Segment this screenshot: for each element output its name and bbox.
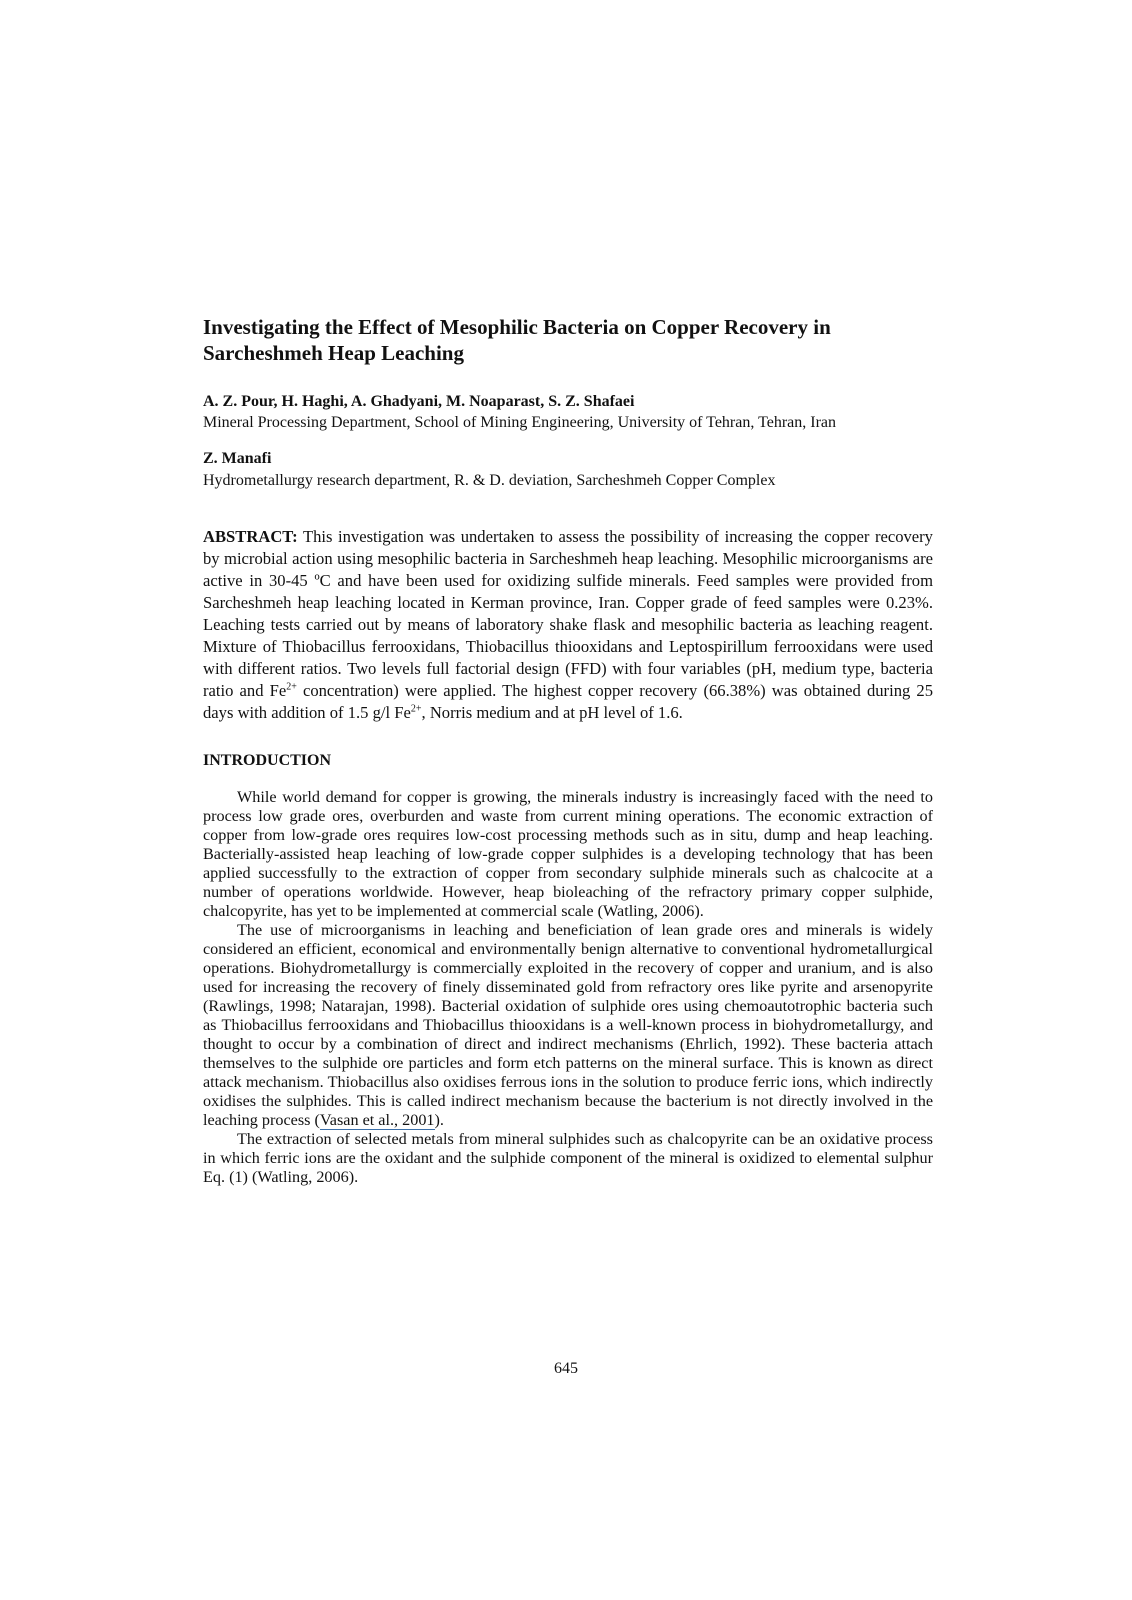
abstract-text-1: This investigation was undertaken to assess the possibility of increasing the copper recovery by microbial action using mesophilic bacteria in Sarcheshmeh heap leaching. Mesophilic microorganisms are active in 30-45 ºC and have been used for oxidizing sulfide minerals. Feed samples were provided from Sarcheshmeh heap leaching located in Kerman province, Iran. Copper grade of feed samples were 0.23%. Leaching tests carried out by means of laboratory shake flask and mesophilic bacteria as leaching reagent. Mixture of Thiobacillus ferrooxidans, Thiobacillus thiooxidans and Leptospirillum ferrooxidans were used with different ratios. Two levels full factorial design (FFD) with four variables (pH, medium type, bacteria ratio and Fe xyxy=(203,527,933,700)
superscript-ion-charge: 2+ xyxy=(286,681,297,693)
abstract-text-3: , Norris medium and at pH level of 1.6. xyxy=(421,703,683,722)
section-heading-introduction: INTRODUCTION xyxy=(203,752,332,769)
affiliation-secondary: Hydrometallurgy research department, R. & D. deviation, Sarcheshmeh Copper Complex xyxy=(203,472,776,489)
abstract-text-2: concentration) were applied. The highest copper recovery (66.38%) was obtained during 25 days with addition of 1.5 g/l Fe xyxy=(203,681,933,722)
paragraph-text: The use of microorganisms in leaching and beneficiation of lean grade ores and minerals is widely considered an efficient, economical and environmentally benign alternative to conventional hydrometallurgical operations. Biohydrometallurgy is commercially exploited in the recovery of copper and uranium, and is also used for increasing the recovery of finely disseminated gold from refractory ores like pyrite and arsenopyrite (Rawlings, 1998; Natarajan, 1998). Bacterial oxidation of sulphide ores using chemoautotrophic bacteria such as Thiobacillus ferrooxidans and Thiobacillus thiooxidans is a well-known process in biohydrometallurgy, and thought to occur by a combination of direct and indirect mechanisms (Ehrlich, 1992). These bacteria attach themselves to the sulphide ore particles and form etch patterns on the mineral surface. This is known as direct attack mechanism. Thiobacillus also oxidises ferrous ions in the solution to produce ferric ions, which indirectly oxidises the sulphides. This is called indirect mechanism because the bacterium is not directly involved in the leaching process ( xyxy=(203,921,933,1129)
citation-link[interactable]: Vasan et al., 2001 xyxy=(319,1111,435,1129)
abstract xyxy=(203,526,933,724)
paragraph-text: ). xyxy=(434,1111,444,1129)
page-number: 645 xyxy=(554,1360,578,1377)
abstract-label: ABSTRACT: xyxy=(203,527,298,546)
introduction-paragraph-2 xyxy=(203,921,933,1130)
introduction-body xyxy=(203,788,933,1187)
introduction-paragraph-3: The extraction of selected metals from mineral sulphides such as chalcopyrite can be an oxidative process in which ferric ions are the oxidant and the sulphide component of the mineral is oxidized to elemental sulphur Eq. (1) (Watling, 2006). xyxy=(203,1130,933,1186)
author-list-secondary: Z. Manafi xyxy=(203,450,272,467)
affiliation-primary: Mineral Processing Department, School of Mining Engineering, University of Tehran, Tehran, Iran xyxy=(203,414,837,431)
paper-page xyxy=(203,314,933,1187)
introduction-paragraph-1: While world demand for copper is growing, the minerals industry is increasingly faced with the need to process low grade ores, overburden and waste from current mining operations. The economic extraction of copper from low-grade ores requires low-cost processing methods such as in situ, dump and heap leaching. Bacterially-assisted heap leaching of low-grade copper sulphides is a developing technology that has been applied successfully to the extraction of copper from secondary sulphide minerals such as chalcocite at a number of operations worldwide. However, heap bioleaching of the refractory primary copper sulphide, chalcopyrite, has yet to be implemented at commercial scale (Watling, 2006). xyxy=(203,788,933,920)
paper-title: Investigating the Effect of Mesophilic Bacteria on Copper Recovery in Sarcheshmeh Heap Leaching xyxy=(203,315,831,365)
superscript-ion-charge: 2+ xyxy=(410,703,422,715)
author-list-primary: A. Z. Pour, H. Haghi, A. Ghadyani, M. Noaparast, S. Z. Shafaei xyxy=(203,393,635,410)
